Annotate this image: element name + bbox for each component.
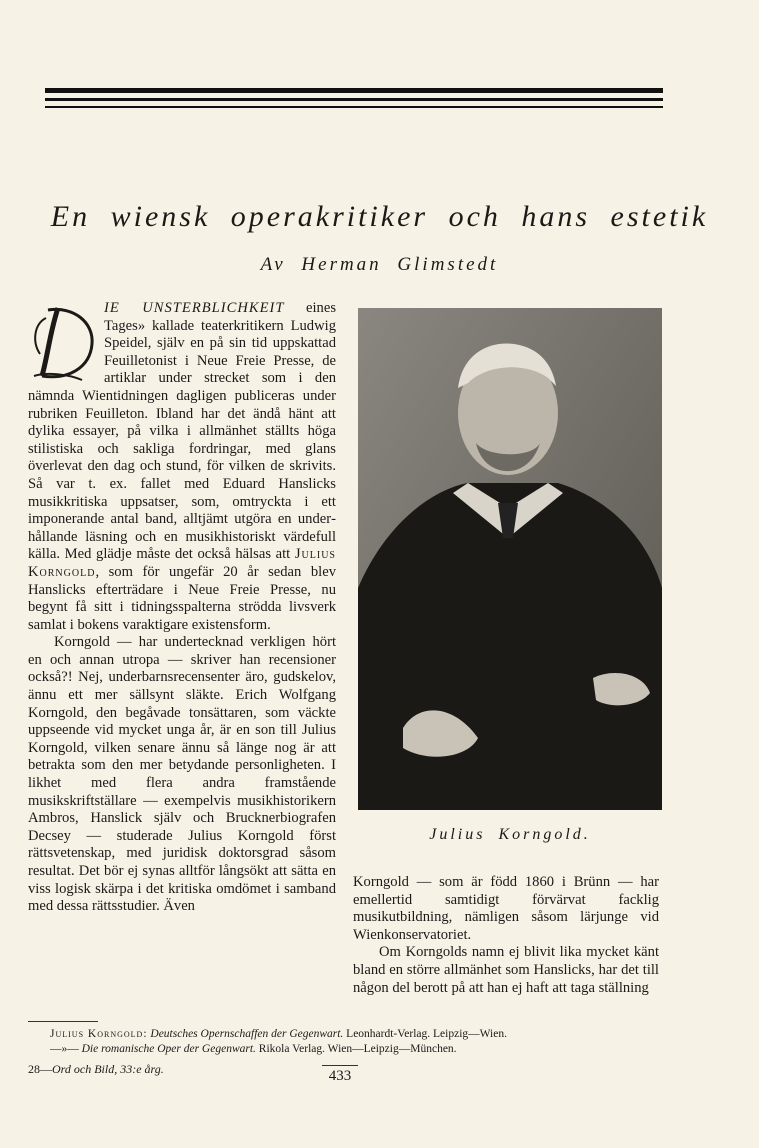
footnote-2-title: Die romanische Oper der Gegenwart. (81, 1043, 256, 1055)
left-column (28, 300, 336, 916)
article-title: En wiensk operakritiker och hans estetik (50, 200, 709, 233)
portrait-photo (358, 308, 662, 810)
footnote-rule (28, 1021, 98, 1022)
footnote-1 (50, 1027, 670, 1042)
right-paragraph-2: Om Korngolds namn ej blivit lika mycket känt bland en större allmänhet som Hanslicks, har det till någon del berott på att han ej haft att taga ställning (353, 944, 659, 996)
page-number: 433 (328, 1068, 352, 1084)
header-rule-top (45, 88, 663, 93)
right-paragraph-1: Korngold — som är född 1860 i Brünn — har emellertid samtidigt förvärvat facklig musikutbildning, nämligen såsom lärjunge vid Wienkonservatoriet. (353, 874, 659, 943)
left-paragraph-2: Korngold — har undertecknad verkligen hört en och annan utropa — skriver han recensioner också?! Nej, underbarnsrecensenter äro, gudskelov, ännu ett mer sällsynt släkte. Erich Wolfgang Korngold, den begåvade tonsättaren, som väckte uppseende vid mycket unga år, är en son till Julius Korngold, vilken senare ännu så länge nog är att betrakta som den mer betydande personligheten. I likhet med flera andra framstående musikskriftställare — exempelvis musikhistorikern Ambros, Hanslick själv och Brucknerbiografen Decsey — studerade Julius Korngold först rättsvetenskap, med juridisk doktorsgrad såsom resultat. Det bör ej synas alltför långsökt att sätta en viss logisk skärpa i det kritiska omdömet i samband med dessa rättsstudier. Även (28, 634, 336, 915)
name-small-caps: Julius Korngold (28, 546, 336, 580)
footnotes (50, 1027, 670, 1057)
right-column (353, 874, 659, 997)
drop-cap (28, 302, 98, 382)
article-byline: Av Herman Glimstedt (260, 254, 499, 275)
lead-caps: IE UNSTERBLICHKEIT (104, 300, 285, 316)
footnote-1-title: Deutsches Opernschaffen der Gegenwart. (150, 1028, 344, 1040)
footnote-2-publisher: Rikola Verlag. Wien—Leipzig—München. (258, 1043, 457, 1055)
footnote-1-author: Julius Korngold: (50, 1028, 148, 1040)
header-rule-middle (45, 98, 663, 101)
signature-number: 28— (28, 1062, 52, 1076)
footnote-1-publisher: Leonhardt-Verlag. Leipzig—Wien. (346, 1028, 507, 1040)
drop-cap-letter: D (80, 316, 81, 317)
header-rule-bottom (45, 106, 663, 108)
left-paragraph-1-tail: , som för ungefär 20 år sedan blev Hanslicks efterträdare i Neue Freie Presse, nu begynt få sitt i tidningsspalterna strödda livsverk samlat i bokens varaktigare existensform. (28, 563, 336, 633)
left-paragraph-1-text: eines Tages» kallade teaterkritikern Ludwig Speidel, själv en på sin tid uppskattad Feuilletonist i Neue Freie Presse, de artiklar under strecket som i den nämnda Wientidningen dagligen publiceras under rubriken Feuilleton. Ibland har det ändå hänt att dylika essayer, på vilka i allmänhet ställts höga stilistiska och sakliga fordringar, med glans överlevat den dag och stund, för vilken de skrivits. Så var t. ex. fallet med Eduard Hanslicks musikkritiska uppsatser, som, omtryckta i ett imponerande antal band, alltjämt utgöra en underhållande läsning och en musikhistoriskt värdefull källa. Med glädje måste det också hälsas att (28, 300, 336, 563)
photo-caption: Julius Korngold. (429, 826, 591, 843)
signature-text: Ord och Bild, 33:e årg. (52, 1062, 164, 1076)
footnote-2-prefix: —»— (50, 1043, 79, 1055)
footnote-2 (50, 1042, 670, 1057)
page-number-rule (322, 1065, 358, 1066)
